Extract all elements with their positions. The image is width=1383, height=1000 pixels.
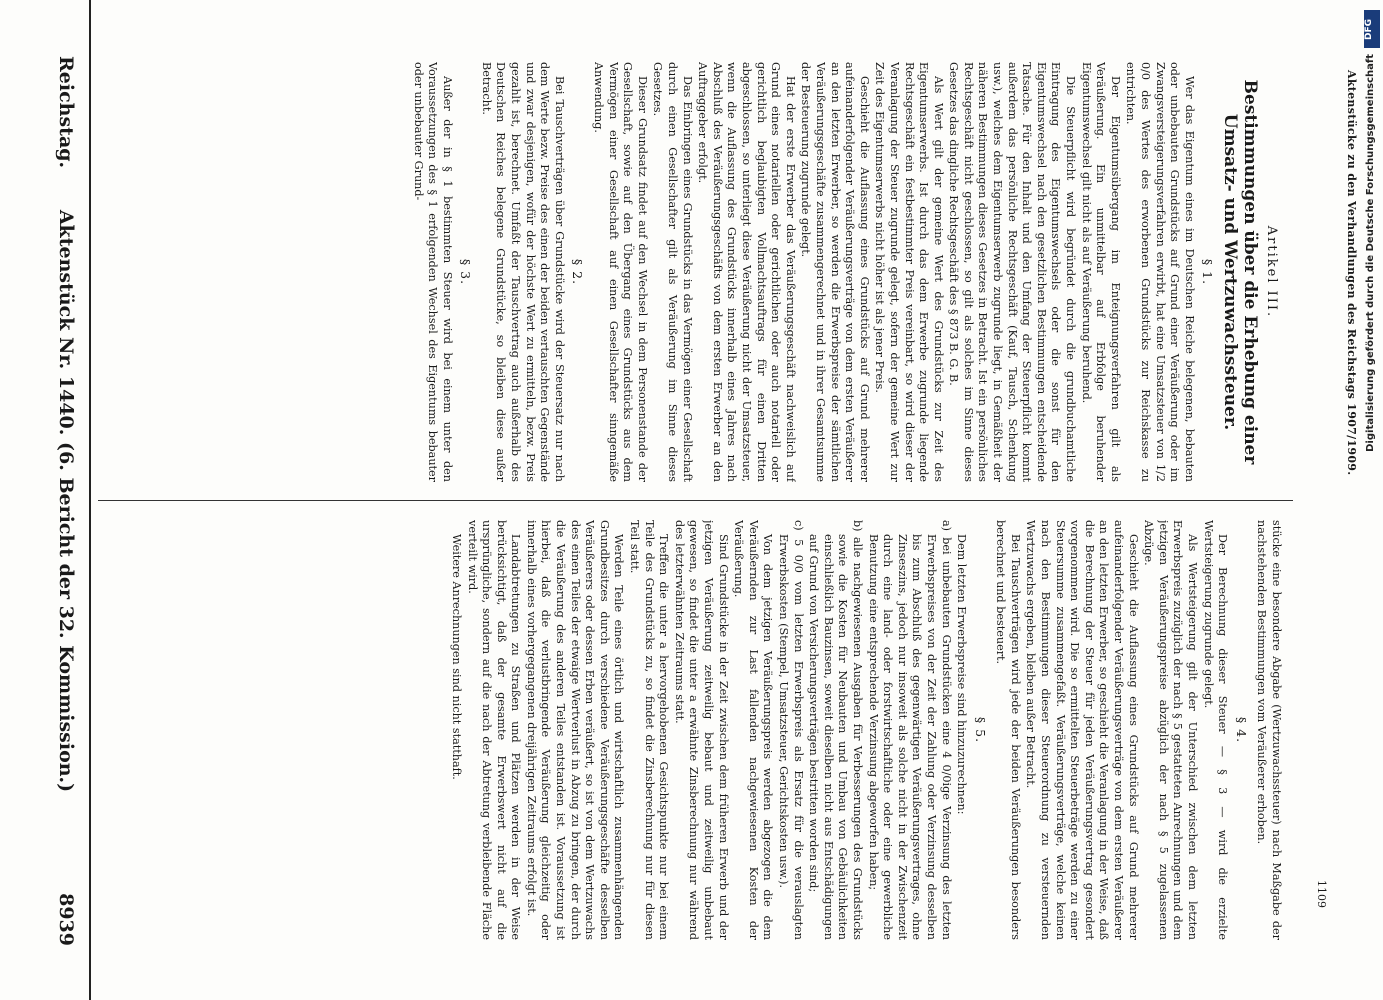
paragraph: Weitere Anrechnungen sind nicht statthaft.	[449, 534, 463, 780]
paragraph: Sind Grundstücke in der Zeit zwischen dem früheren Erwerb und der jetzigen Veräußerung zeitweilig bebaut und zeitweilig unbebaut gewesen, so findet die unter a erwähnte Zinsberechnung nur während des letzterwähnten Zeitraums statt.	[672, 520, 730, 940]
paragraph: Werden Teile eines örtlich und wirtschaftlich zusammenhängenden Grundbesitzes durch verschiedene Veräußerungsgeschäfte desselben Veräußerers oder dessen Erben veräußert, so ist von dem Wertzuwachs des einen Teiles der etwaige Wertverlust in Abzug zu bringen, der durch die Veräußerung des anderen Teiles entstanden ist. Voraussetzung ist hierbei, daß die verlustbringende Veräußerung gleichzeitig oder innerhalb eines vorhergegangenen dreijährigen Zeitraums erfolgt ist.	[524, 520, 626, 940]
section-5-heading: § 5.	[972, 716, 988, 744]
funding-note	[1364, 10, 1380, 990]
paragraph: Landabtretungen zu Straßen und Plätzen werden in der Weise berücksichtigt, daß der gesamte Erwerbswert nicht auf die ursprüngliche, sondern auf die nach der Abtretung verbleibende Fläche verteilt wird.	[465, 520, 523, 940]
paragraph: Die Steuerpflicht wird begründet durch die grundbuchamtliche Eintragung des Eigentumswechsels oder die sonst für den Eigentumswechsel nach den gesetzlichen Bestimmungen entscheidende Tatsache. Für den Inhalt und den Umfang der Steuerpflicht kommt außerdem das persönliche Rechtsgeschäft (Kauf, Tausch, Schenkung usw.), welches dem Eigentumserwerb zugrunde liegt, in Gemäßheit der näheren Bestimmungen dieses Gesetzes in Betracht. Ist ein persönliches Rechtsgeschäft nicht geschlossen, so gilt als solches im Sinne dieses Gesetzes das dingliche Rechtsgeschäft des § 873 B. G. B.	[947, 62, 1078, 482]
list-item-a: a) bei unbebauten Grundstücken eine 4 0/0ige Verzinsung des letzten Erwerbspreises von der Zeit der Zahlung oder Verzinsung desselben bis zum Abschluß des gegenwärtigen Veräußerungsvertrages, ohne Zinseszins, jedoch nur insoweit als solche nicht in der Zwischenzeit durch eine land- oder forstwirtschaftliche oder eine gewerbliche Benutzung eine entsprechende Verzinsung abgeworfen haben;	[866, 520, 953, 940]
column-continued	[103, 520, 1283, 940]
paragraph: Der Eigentumsübergang im Enteignungsverfahren gilt als Veräußerung. Ein unmittelbar auf Erbfolge beruhender Eigentumswechsel gilt nicht als auf Veräußerung beruhend.	[1079, 62, 1122, 482]
paragraph: Bei Tauschverträgen wird jede der beiden Veräußerungen besonders berechnet und besteuert.	[994, 520, 1022, 940]
paragraph: Außer der in § 1 bestimmten Steuer wird bei einem unter den Voraussetzungen des § 1 erfolgenden Wechsel des Eigentums bebauter oder unbebauter Grund-	[411, 62, 454, 482]
list-item-c: c) 5 0/0 vom letzten Erwerbspreis als Ersatz für die verauslagten Erwerbskosten (Stempel, Umsatzsteuer, Gerichtskosten usw.).	[777, 520, 805, 940]
paragraph: Geschieht die Auflassung eines Grundstücks auf Grund mehrerer aufeinanderfolgender Veräußerungsverträge von dem ersten Veräußerer an den letzten Erwerber, so werden die Erwerbspreise der sämtlichen Veräußerungsgeschäfte zusammengerechnet und in ihrer Gesamtsumme der Besteuerung zugrunde gelegt.	[799, 62, 871, 482]
paragraph: Dieser Grundsatz findet auf den Wechsel in dem Personenstande der Gesellschaft, sowie auf den Übergang eines Grundstücks aus dem Vermögen einer Gesellschaft auf einen Gesellschafter sinngemäße Anwendung.	[592, 62, 649, 482]
paragraph: Als Wertsteigerung gilt der Unterschied zwischen dem letzten Erwerbspreis zuzüglich der nach § 5 gestatteten Anrechnungen und dem jetzigen Veräußerungspreise abzüglich der nach § 5 zugelassenen Abzüge.	[1142, 520, 1200, 940]
page-number: 8939	[55, 893, 77, 946]
paragraph: Von dem jetzigen Veräußerungspreis werden abgezogen die dem Veräußernden zur Last fallenden nachgewiesenen Kosten der Veräußerung.	[732, 520, 775, 940]
paragraph: Dem letzten Erwerbspreise sind hinzuzurechnen:	[955, 534, 969, 815]
paragraph: Hat der erste Erwerber das Veräußerungsgeschäft nachweislich auf Grund eines notariellen oder gerichtlichen oder auch notariell oder gerichtlich beglaubigten Vollmachtsauftrags für einen Dritten abgeschlossen, so unterliegt diese Veräußerung nicht der Umsatzsteuer, wenn die Auflassung des Grundstücks innerhalb eines Jahres nach Abschluß des Veräußerungsgeschäfts von dem ersten Erwerber an den Auftraggeber erfolgt.	[696, 62, 797, 482]
dfg-logo	[1364, 10, 1380, 48]
page-header	[43, 56, 83, 946]
header-rule	[89, 0, 91, 1000]
funding-note-text: Digitalisierung gefördert durch die Deutsche Forschungsgemeinschaft	[1365, 54, 1376, 452]
paragraph: stücke eine besondere Abgabe (Wertzuwachssteuer) nach Maßgabe der nachstehenden Bestimmungen vom Veräußerer erhoben.	[1255, 520, 1283, 940]
list-item-b: b) alle nachgewiesenen Ausgaben für Verbesserungen des Grundstücks sowie die Kosten für Neubauten und Umbau von Gebäulichkeiten einschließlich Bauzinsen, soweit dieselben nicht aus Entschädigungen auf Grund von Versicherungsverträgen bestritten worden sind;	[807, 520, 864, 940]
paragraph: Wer das Eigentum eines im Deutschen Reiche belegenen, bebauten oder unbebauten Grundstücks auf Grund einer Veräußerung oder im Zwangsversteigerungsverfahren erwirbt, hat eine Umsatzsteuer von 1/2 0/0 des Wertes des erworbenen Grundstücks zur Reichskasse zu entrichten.	[1124, 62, 1196, 482]
header-left: Reichstag.	[55, 56, 77, 169]
column-divider	[98, 500, 1293, 501]
footer-left: Aktenstücke zu den Verhandlungen des Reichstags 1907/1909.	[1345, 70, 1358, 476]
paragraph: Geschieht die Auflassung eines Grundstücks auf Grund mehrerer aufeinanderfolgender Veräußerungsverträge von dem ersten Veräußerer an den letzten Erwerber, so geschieht die Veranlagung in der Weise, daß die Berechnung der Steuer für jeden Veräußerungsvertrag gesondert vorgenommen wird. Die so ermittelten Steuerbeträge werden zu einer Steuersumme zusammengefaßt. Veräußerungsverträge, welche keinen nach den Bestimmungen dieser Steuerordnung zu versteuernden Wertzuwachs ergeben, bleiben außer Betracht.	[1024, 520, 1140, 940]
paragraph: Als Wert gilt der gemeine Wert des Grundstücks zur Zeit des Eigentumserwerbs. Ist durch das dem Erwerbe zugrunde liegende Rechtsgeschäft ein festbestimmter Preis vereinbart, so wird dieser der Veranlagung der Steuer zugrunde gelegt, sofern der gemeine Wert zur Zeit des Eigentumserwerbs nicht höher ist als jener Preis.	[873, 62, 945, 482]
footer-page-number: 1109	[1315, 880, 1328, 908]
column-article-iii	[103, 62, 1283, 482]
paragraph: Das Einbringen eines Grundstücks in das Vermögen einer Gesellschaft durch einen Gesellschafter gilt als Veräußerung im Sinne dieses Gesetzes.	[651, 62, 694, 482]
header-center: Aktenstück Nr. 1440. (6. Bericht der 32. Kommission.)	[55, 209, 77, 793]
paragraph: Bei Tauschverträgen über Grundstücke wird der Steuersatz nur nach dem Werte bezw. Preise des einen der beiden vertauschten Gegenstände und zwar desjenigen, wofür der höchste Wert zu ermitteln, bezw. Preis gezahlt ist, berechnet. Umfaßt der Tauschvertrag auch außerhalb des Deutschen Reiches belegene Grundstücke, so bleiben diese außer Betracht.	[479, 62, 566, 482]
article-title: Bestimmungen über die Erhebung einer Umsatz- und Wertzuwachssteuer.	[1220, 79, 1261, 465]
article-heading: Artikel III.	[1264, 225, 1279, 319]
paragraph: Der Berechnung dieser Steuer — § 3 — wird die erzielte Wertsteigerung zugrunde gelegt.	[1201, 520, 1230, 940]
paragraph: Treffen die unter a hervorgehobenen Gesichtspunkte nur bei einem Teile des Grundstücks zu, so findet die Zinsberechnung nur für diesen Teil statt.	[628, 520, 671, 940]
dfg-logo-text: DFG	[1364, 18, 1374, 40]
section-4-heading: § 4.	[1233, 716, 1249, 744]
section-1-heading: § 1.	[1200, 258, 1216, 286]
section-3-heading: § 3.	[458, 258, 474, 286]
section-2-heading: § 2.	[570, 258, 586, 286]
